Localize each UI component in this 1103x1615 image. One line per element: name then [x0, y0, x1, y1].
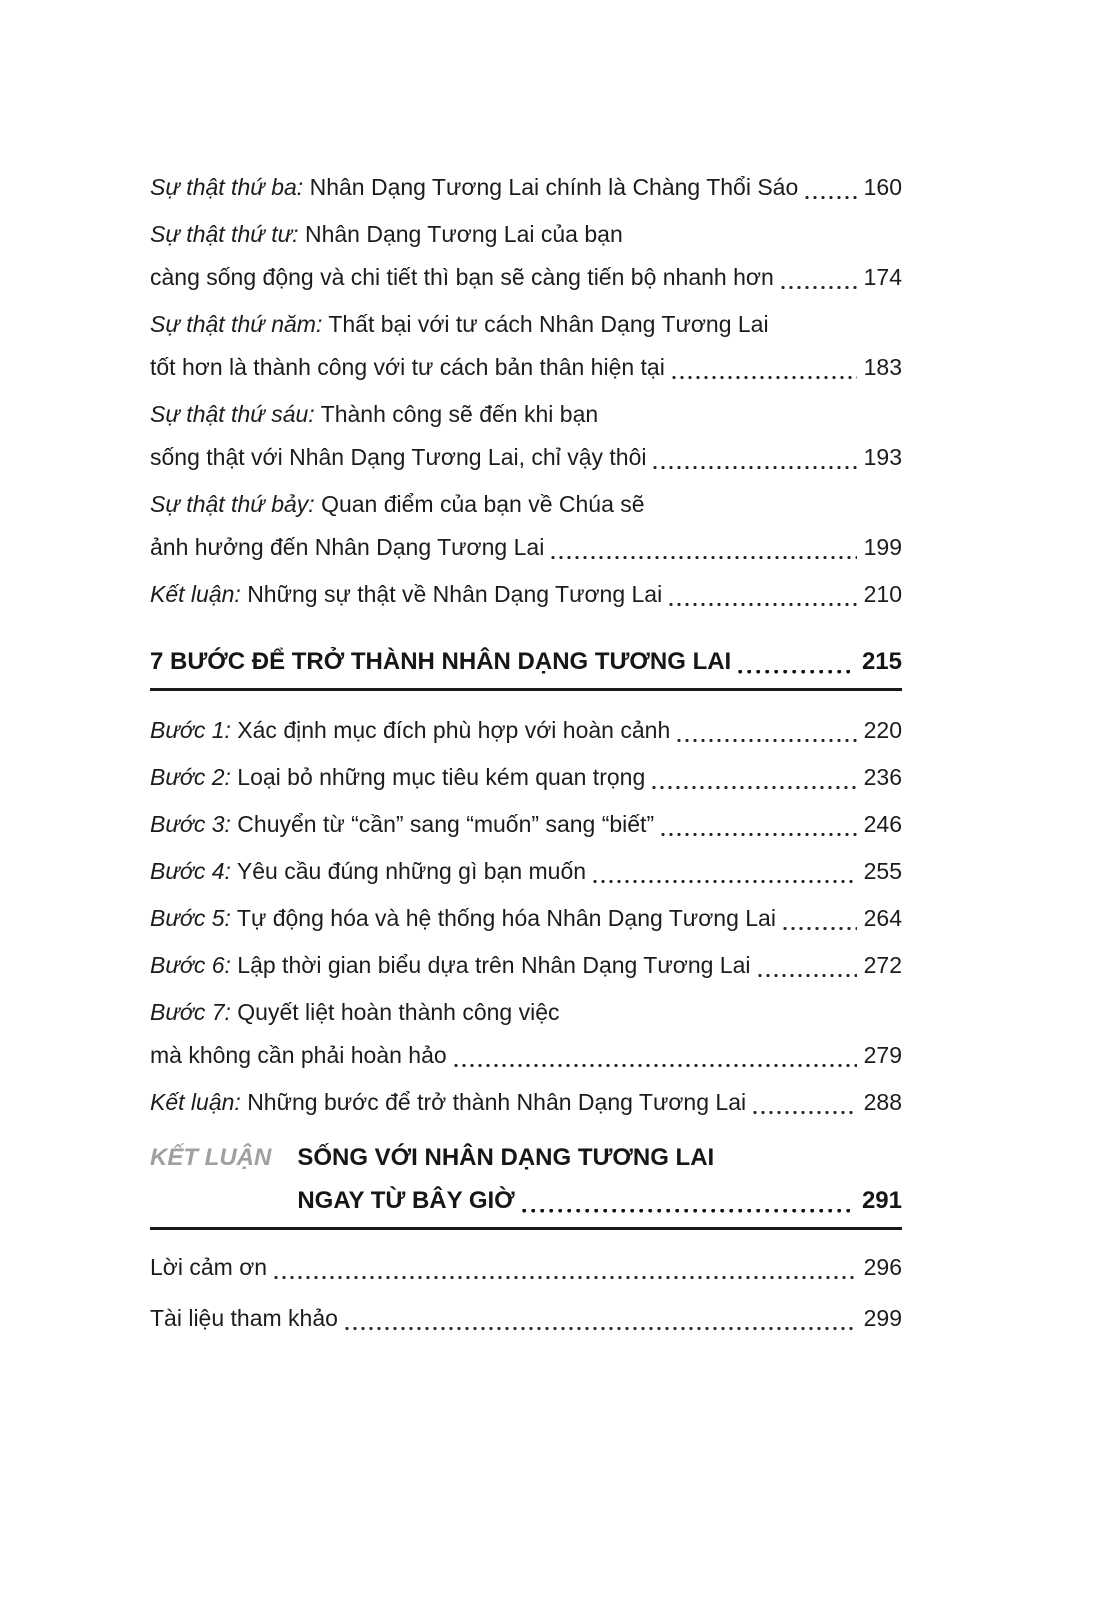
leader-dots [551, 556, 856, 559]
entry-text [150, 303, 769, 346]
entry-label: Bước 4: [150, 858, 231, 884]
toc-line [150, 346, 902, 389]
entry-text [150, 991, 560, 1034]
page-number: 215 [861, 648, 902, 675]
entry-title: Yêu cầu đúng những gì bạn muốn [236, 858, 587, 884]
toc-line [150, 709, 902, 752]
conclusion-title-text: SỐNG VỚI NHÂN DẠNG TƯƠNG LAI [297, 1144, 715, 1171]
toc-entry [150, 573, 902, 616]
leader-dots [677, 739, 856, 742]
leader-dots [593, 880, 857, 883]
page-number: 291 [861, 1187, 902, 1214]
leader-dots [522, 1209, 855, 1213]
entry-label: Bước 2: [150, 764, 231, 790]
leader-dots [672, 376, 857, 379]
entry-title: Chuyển từ “cần” sang “muốn” sang “biết” [237, 811, 655, 837]
conclusion-title-line-1 [297, 1136, 902, 1179]
toc-entry [150, 166, 902, 209]
page-number: 299 [863, 1305, 902, 1331]
page-number: 183 [863, 354, 902, 380]
toc-line [150, 803, 902, 846]
page-number: 296 [863, 1254, 902, 1280]
entry-title: Lập thời gian biểu dựa trên Nhân Dạng Tương Lai [237, 952, 751, 978]
entry-label: Bước 1: [150, 717, 231, 743]
page-number: 193 [863, 444, 902, 470]
page-number: 220 [863, 717, 902, 743]
entry-label: Sự thật thứ ba: [150, 174, 304, 200]
toc-entry [150, 213, 902, 299]
page-number: 264 [863, 905, 902, 931]
section-heading-line [150, 640, 902, 683]
entry-text [150, 213, 623, 256]
leader-dots [345, 1327, 857, 1330]
page-number: 174 [863, 264, 902, 290]
entry-text [150, 573, 662, 616]
entry-text-continued: mà không cần phải hoàn hảo [150, 1042, 447, 1068]
toc-line [150, 897, 902, 940]
conclusion-section [150, 1136, 902, 1230]
leader-dots [274, 1276, 857, 1279]
entry-title: Lời cảm ơn [150, 1254, 268, 1280]
conclusion-rule [150, 1227, 902, 1230]
toc-entry [150, 756, 902, 799]
leader-dots [738, 670, 855, 674]
toc-entry [150, 897, 902, 940]
conclusion-row [150, 1136, 902, 1222]
page-number: 288 [863, 1089, 902, 1115]
toc-line [150, 1034, 902, 1077]
entry-text-continued: ảnh hưởng đến Nhân Dạng Tương Lai [150, 534, 545, 560]
page-number: 236 [863, 764, 902, 790]
toc-line [150, 483, 902, 526]
leader-dots [758, 974, 857, 977]
entry-title: Những bước để trở thành Nhân Dạng Tương Lai [247, 1089, 747, 1115]
entry-label: Sự thật thứ năm: [150, 311, 323, 337]
entry-text [150, 709, 670, 752]
entry-label: Bước 5: [150, 905, 231, 931]
truths-section [150, 166, 902, 616]
entry-label: Bước 3: [150, 811, 231, 837]
back-matter-section [150, 1246, 902, 1340]
entry-text-continued: tốt hơn là thành công với tư cách bản thân hiện tại [150, 354, 665, 380]
entry-text [150, 850, 586, 893]
conclusion-label: KẾT LUẬN [150, 1144, 272, 1171]
toc-line [150, 256, 902, 299]
toc-line [150, 213, 902, 256]
toc-line [150, 850, 902, 893]
entry-title: Những sự thật về Nhân Dạng Tương Lai [247, 581, 663, 607]
toc-entry [150, 709, 902, 752]
toc-entry [150, 944, 902, 987]
toc-entry [150, 1297, 902, 1340]
toc-line [150, 1246, 902, 1289]
entry-text-continued: càng sống động và chi tiết thì bạn sẽ càng tiến bộ nhanh hơn [150, 264, 774, 290]
entry-text [150, 944, 751, 987]
page-number: 246 [863, 811, 902, 837]
entry-label: Sự thật thứ sáu: [150, 401, 315, 427]
entry-label: Bước 7: [150, 999, 231, 1025]
page-number: 199 [863, 534, 902, 560]
leader-dots [781, 286, 857, 289]
entry-title: Thành công sẽ đến khi bạn [320, 401, 599, 427]
steps-section [150, 709, 902, 1124]
toc-line [150, 393, 902, 436]
entry-title: Xác định mục đích phù hợp với hoàn cảnh [237, 717, 671, 743]
entry-text-continued: sống thật với Nhân Dạng Tương Lai, chỉ vậy thôi [150, 444, 647, 470]
entry-label: Bước 6: [150, 952, 231, 978]
entry-label: Sự thật thứ tư: [150, 221, 299, 247]
entry-label: Kết luận: [150, 1089, 241, 1115]
page-number: 160 [863, 174, 902, 200]
entry-title: Thất bại với tư cách Nhân Dạng Tương Lai [328, 311, 769, 337]
conclusion-title-text-continued: NGAY TỪ BÂY GIỜ [297, 1187, 515, 1214]
toc-line [150, 436, 902, 479]
entry-label: Sự thật thứ bảy: [150, 491, 315, 517]
leader-dots [652, 786, 856, 789]
leader-dots [661, 833, 857, 836]
toc-line [150, 573, 902, 616]
leader-dots [805, 196, 856, 199]
toc-line [150, 303, 902, 346]
page-number: 272 [863, 952, 902, 978]
entry-text [150, 897, 776, 940]
entry-text [150, 393, 598, 436]
toc-entry [150, 1081, 902, 1124]
toc-line [150, 526, 902, 569]
entry-title: Loại bỏ những mục tiêu kém quan trọng [237, 764, 646, 790]
entry-title: Tự động hóa và hệ thống hóa Nhân Dạng Tương Lai [236, 905, 776, 931]
entry-text [150, 166, 798, 209]
toc-line [150, 166, 902, 209]
toc-entry [150, 1246, 902, 1289]
section-heading: 7 BƯỚC ĐỂ TRỞ THÀNH NHÂN DẠNG TƯƠNG LAI [150, 648, 732, 675]
entry-text [150, 803, 654, 846]
toc-line [150, 1081, 902, 1124]
leader-dots [753, 1111, 857, 1114]
page-number: 255 [863, 858, 902, 884]
steps-section-heading [150, 640, 902, 691]
toc-line [150, 1297, 902, 1340]
page-number: 210 [863, 581, 902, 607]
entry-text [150, 1081, 746, 1124]
entry-title: Quan điểm của bạn về Chúa sẽ [321, 491, 645, 517]
leader-dots [454, 1064, 857, 1067]
toc-entry [150, 483, 902, 569]
toc-entry [150, 850, 902, 893]
entry-title: Nhân Dạng Tương Lai của bạn [304, 221, 623, 247]
heading-rule [150, 688, 902, 691]
toc-entry [150, 991, 902, 1077]
entry-title: Quyết liệt hoàn thành công việc [237, 999, 560, 1025]
page-number: 279 [863, 1042, 902, 1068]
entry-text [150, 483, 645, 526]
toc-line [150, 991, 902, 1034]
entry-text [150, 756, 645, 799]
toc-entry [150, 303, 902, 389]
conclusion-title [297, 1136, 902, 1222]
leader-dots [669, 603, 856, 606]
conclusion-title-line-2 [297, 1179, 902, 1222]
entry-title: Nhân Dạng Tương Lai chính là Chàng Thổi Sáo [309, 174, 799, 200]
toc-entry [150, 803, 902, 846]
leader-dots [783, 927, 857, 930]
toc-page-content [150, 166, 902, 1348]
leader-dots [653, 466, 856, 469]
toc-line [150, 756, 902, 799]
toc-line [150, 944, 902, 987]
entry-title: Tài liệu tham khảo [150, 1305, 338, 1331]
entry-label: Kết luận: [150, 581, 241, 607]
toc-entry [150, 393, 902, 479]
